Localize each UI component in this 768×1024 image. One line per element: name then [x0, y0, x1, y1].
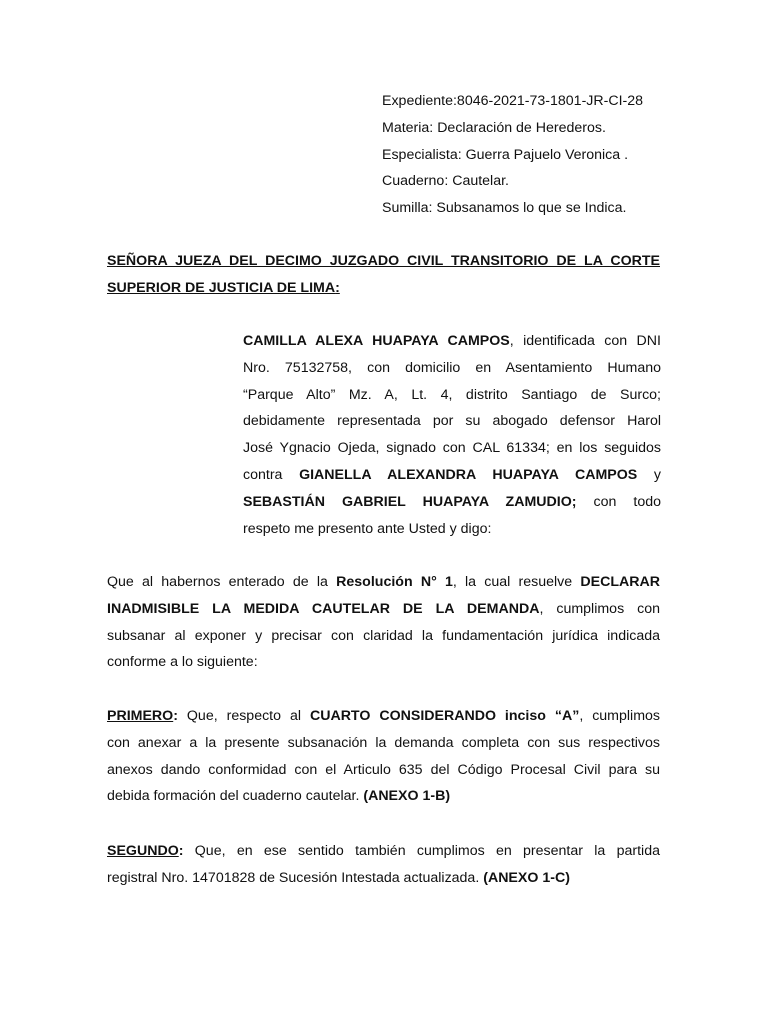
que-line-3: subsanar al exponer y precisar con claridad la fundamentación jurídica indicada	[107, 627, 660, 644]
petitioner-name: CAMILLA ALEXA HUAPAYA CAMPOS	[243, 333, 510, 349]
segundo-paragraph	[107, 838, 660, 892]
primero-paragraph	[107, 703, 660, 810]
primero-line-2: con anexar a la presente subsanación la demanda completa con sus respectivos	[107, 734, 660, 751]
segundo-line-1-text: Que, en ese sentido también cumplimos en presentar la partida	[183, 843, 660, 859]
intro-line-7	[243, 489, 661, 516]
addressee-line-1: SEÑORA JUEZA DEL DECIMO JUZGADO CIVIL TRANSITORIO DE LA CORTE	[107, 253, 660, 269]
que-line-2-b: , cumplimos con	[539, 600, 660, 617]
que-line-1-c: , la cual resuelve	[452, 574, 581, 590]
intro-line-8: respeto me presento ante Usted y digo:	[243, 520, 492, 537]
que-line-1-d: DECLARAR	[580, 574, 660, 590]
primero-colon: :	[173, 708, 178, 724]
primero-line-4	[107, 783, 660, 810]
intro-line-2: Nro. 75132758, con domicilio en Asentamiento Humano	[243, 359, 661, 376]
resolution-ref: Resolución N° 1	[336, 574, 453, 590]
segundo-line-1	[107, 838, 660, 865]
segundo-colon: :	[178, 843, 184, 859]
segundo-label: SEGUNDO	[107, 843, 179, 859]
intro-line-6-pre: contra	[243, 466, 300, 483]
primero-line-1-b: CUARTO CONSIDERANDO inciso “A”	[309, 708, 580, 724]
especialista-line: Especialista: Guerra Pajuelo Veronica .	[382, 146, 629, 163]
intro-line-3: “Parque Alto” Mz. A, Lt. 4, distrito Santiago de Surco;	[243, 386, 661, 403]
intro-line-7-post: con todo	[576, 493, 661, 510]
addressee-line-2: SUPERIOR DE JUSTICIA DE LIMA	[107, 279, 336, 296]
petitioner-intro	[243, 328, 661, 542]
primero-line-1-a: Que, respecto al	[177, 708, 310, 724]
expediente-line: Expediente:8046-2021-73-1801-JR-CI-28	[382, 93, 644, 109]
addressee-heading	[107, 248, 660, 302]
addressee-line-2-wrap	[107, 275, 660, 302]
segundo-line-2-a: registral Nro. 14701828 de Sucesión Intestada actualizada.	[107, 869, 484, 886]
primero-label: PRIMERO	[107, 708, 174, 724]
materia-line: Materia: Declaración de Herederos.	[382, 119, 606, 136]
annex-1b-ref: (ANEXO 1-B)	[363, 788, 451, 805]
defendant-2-name: SEBASTIÁN GABRIEL HUAPAYA ZAMUDIO;	[243, 493, 577, 510]
que-paragraph	[107, 569, 660, 676]
intro-line-6	[243, 462, 661, 489]
que-line-4: conforme a lo siguiente:	[107, 654, 258, 671]
defendant-1-name: GIANELLA ALEXANDRA HUAPAYA CAMPOS	[299, 466, 638, 483]
que-line-1	[107, 569, 660, 596]
intro-line-6-post: y	[637, 466, 661, 483]
case-header	[382, 88, 712, 222]
segundo-line-2	[107, 865, 660, 892]
intro-line-5: José Ygnacio Ojeda, signado con CAL 61334; en los seguidos	[243, 440, 661, 457]
que-line-1-a: Que al habernos enterado de la	[107, 574, 337, 590]
que-line-2	[107, 596, 660, 623]
primero-line-4-a: debida formación del cuaderno cautelar.	[107, 788, 364, 805]
cuaderno-line: Cuaderno: Cautelar.	[382, 173, 509, 190]
sumilla-line: Sumilla: Subsanamos lo que se Indica.	[382, 200, 627, 217]
addressee-colon: :	[335, 279, 340, 296]
intro-line-1	[243, 328, 661, 355]
primero-line-3: anexos dando conformidad con el Articulo 635 del Código Procesal Civil para su	[107, 761, 660, 778]
primero-line-1-c: , cumplimos	[579, 708, 660, 724]
annex-1c-ref: (ANEXO 1-C)	[483, 869, 570, 886]
intro-line-1-rest: , identificada con DNI	[509, 333, 661, 349]
primero-line-1	[107, 703, 660, 730]
que-line-2-a: INADMISIBLE LA MEDIDA CAUTELAR DE LA DEMANDA	[107, 600, 540, 617]
intro-line-4: debidamente representada por su abogado defensor Harol	[243, 413, 661, 430]
